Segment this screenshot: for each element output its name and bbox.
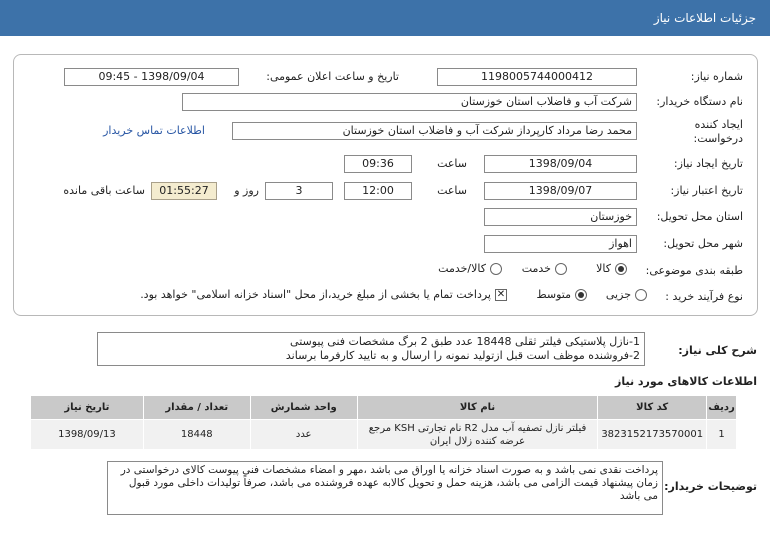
goods-table [30,395,737,450]
process-label: نوع فرآیند خرید : [665,290,743,303]
cell-qty: 18448 [143,420,250,450]
category-option-goods-service[interactable]: کالا/خدمت [438,262,502,275]
days-remaining-field[interactable]: 3 [265,182,333,200]
goods-table-header [31,396,737,420]
column-header-qty: تعداد / مقدار [143,396,250,420]
create-date-field[interactable]: 1398/09/04 [484,155,637,173]
need-details-panel [13,54,758,316]
radio-selected-icon[interactable] [575,289,587,301]
days-label: روز و [234,184,259,197]
city-label: شهر محل تحویل: [663,237,743,250]
description-field[interactable] [97,332,645,366]
announce-datetime-label: تاریخ و ساعت اعلان عمومی: [266,70,399,83]
cell-date: 1398/09/13 [31,420,144,450]
category-option-goods[interactable]: کالا [596,262,627,275]
remaining-time-label: ساعت باقی مانده [63,184,145,197]
description-line-2: 2-فروشنده موظف است قبل ازتولید نمونه را ارسال و به تایید کارفرما برساند [285,349,640,362]
treasury-payment-checkbox[interactable] [140,288,507,301]
column-header-date: تاریخ نیاز [31,396,144,420]
category-label: طبقه بندی موضوعی: [645,264,743,277]
buyer-notes-field[interactable]: پرداخت نقدی نمی باشد و به صورت اسناد خزانه یا اوراق می باشد ،مهر و امضاء مشخصات فنی پیوست کالای درخواستی در زمان پیشنهاد قیمت الزامی می باشد، هزینه حمل و تحویل کالابه عهده فروشنده می باشد، صرفاً تولیدات داخلی مورد قبول می باشد [107,461,663,515]
city-field[interactable]: اهواز [484,235,637,253]
need-number-field[interactable]: 1198005744000412 [437,68,637,86]
create-date-label: تاریخ ایجاد نیاز: [673,157,743,170]
province-label: استان محل تحویل: [656,210,743,223]
radio-icon[interactable] [635,289,647,301]
create-time-label: ساعت [437,157,467,170]
cell-unit: عدد [250,420,357,450]
page-header [0,0,770,36]
column-header-code: کد کالا [598,396,707,420]
column-header-unit: واحد شمارش [250,396,357,420]
buyer-org-field[interactable]: شرکت آب و فاضلاب استان خوزستان [182,93,637,111]
buyer-org-label: نام دستگاه خریدار: [656,95,743,108]
cell-name: فیلتر نازل تصفیه آب مدل R2 نام تجارتی KSH مرجع عرضه کننده زلال ایران [357,420,598,450]
buyer-contact-link[interactable]: اطلاعات تماس خریدار [103,124,205,137]
description-label: شرح کلی نیاز: [678,344,757,357]
remaining-time-field: 01:55:27 [151,182,217,200]
province-field[interactable]: خوزستان [484,208,637,226]
process-option-minor[interactable]: جزیی [606,288,647,301]
need-number-label: شماره نیاز: [690,70,743,83]
radio-selected-icon[interactable] [615,263,627,275]
cell-row: 1 [707,420,737,450]
page-title: جزئیات اطلاعات نیاز [653,11,756,25]
requester-field[interactable]: محمد رضا مرداد کارپرداز شرکت آب و فاضلاب استان خوزستان [232,122,637,140]
table-row [31,420,737,450]
create-time-field[interactable]: 09:36 [344,155,412,173]
treasury-payment-note: پرداخت تمام یا بخشی از مبلغ خرید،از محل "اسناد خزانه اسلامی" خواهد بود. [140,288,491,301]
radio-icon[interactable] [555,263,567,275]
goods-section-title: اطلاعات کالاهای مورد نیاز [615,375,757,388]
cell-code: 3823152173570001 [598,420,707,450]
announce-datetime-field[interactable]: 1398/09/04 - 09:45 [64,68,239,86]
validity-date-field[interactable]: 1398/09/07 [484,182,637,200]
radio-icon[interactable] [490,263,502,275]
column-header-row: ردیف [707,396,737,420]
category-option-service[interactable]: خدمت [522,262,567,275]
validity-time-label: ساعت [437,184,467,197]
process-option-medium[interactable]: متوسط [536,288,587,301]
requester-label-2: درخواست: [693,132,743,145]
requester-label-1: ایجاد کننده [694,118,743,131]
validity-date-label: تاریخ اعتبار نیاز: [670,184,743,197]
column-header-name: نام کالا [357,396,598,420]
description-line-1: 1-نازل پلاستیکی فیلتر ثقلی 18448 عدد طبق 2 برگ مشخصات فنی پیوستی [290,335,640,348]
checkbox-checked-icon[interactable]: ✕ [496,288,506,300]
validity-time-field[interactable]: 12:00 [344,182,412,200]
buyer-notes-label: توضیحات خریدار: [664,480,757,493]
